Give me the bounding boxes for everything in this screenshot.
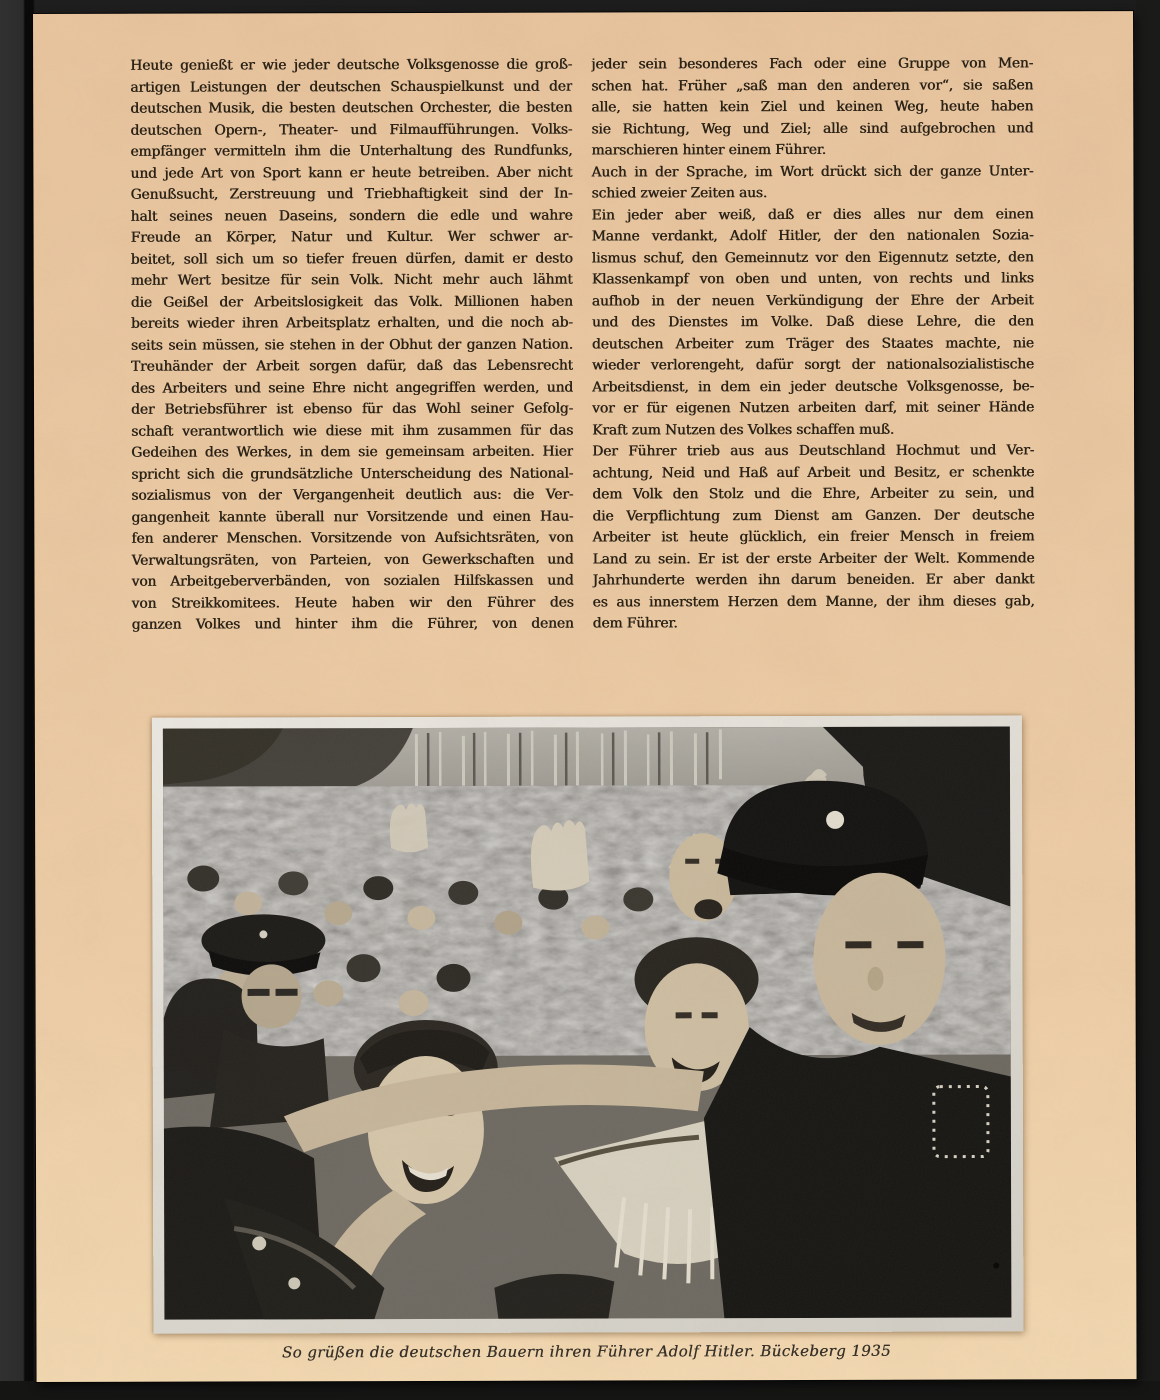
text-line: und des Dienstes im Volke. Daß diese Lehre, die den: [591, 313, 1034, 331]
text-line: Arbeiter ist heute glücklich, ein freier Mensch in freiem: [592, 528, 1035, 546]
text-line: Jahrhunderte werden ihn darum beneiden. Er aber dankt: [592, 571, 1035, 589]
text-line: Auch in der Sprache, im Wort drückt sich der ganze Unter-: [591, 162, 1034, 181]
text-line: empfänger vermitteln ihm die Unterhaltung des Rundfunks,: [130, 142, 573, 160]
text-line: aufhob in der neuen Verkündigung der Ehre der Arbeit: [591, 291, 1034, 310]
mounted-photograph: [152, 715, 1024, 1333]
text-line: dem Führer.: [592, 615, 678, 632]
text-line: die Geißel der Arbeitslosigkeit das Volk. Millionen haben: [130, 293, 573, 311]
text-line: Treuhänder der Arbeit sorgen dafür, daß das Lebensrecht: [130, 357, 573, 375]
text-line: schen hat. Früher „saß man den anderen vor“, sie saßen: [591, 76, 1034, 95]
text-line: Gedeihen des Werkes, in dem sie gemeinsam arbeiten. Hier: [131, 443, 574, 461]
text-line: schied zweier Zeiten aus.: [591, 185, 768, 202]
scan-backdrop-bottom: [0, 1381, 1160, 1400]
text-line: dem Volk den Stolz und die Ehre, Arbeiter zu sein, und: [592, 485, 1035, 503]
text-line: schaft verantwortlich wie diese mit ihm zusammen für das: [131, 422, 574, 440]
text-line: artigen Leistungen der deutschen Schauspielkunst und der: [130, 78, 573, 96]
text-column-right: [591, 53, 1035, 635]
album-page: [33, 11, 1137, 1382]
text-line: Freude an Körper, Natur und Kultur. Wer schwer ar-: [130, 228, 573, 246]
text-line: Verwaltungsräten, von Parteien, von Gewerkschaften und: [131, 551, 574, 569]
text-line: Der Führer trieb aus aus Deutschland Hochmut und Ver-: [592, 442, 1035, 460]
article-text: [130, 53, 1075, 636]
text-line: es aus innerstem Herzen dem Manne, der ihm dieses gab,: [592, 592, 1035, 611]
text-column-left: [130, 55, 574, 637]
text-line: ganzen Volkes und hinter ihm die Führer, von denen: [131, 615, 574, 633]
text-line: Land zu sein. Er ist der erste Arbeiter der Welt. Kommende: [592, 549, 1035, 568]
text-line: Klassenkampf von oben und unten, von rechts und links: [591, 270, 1034, 288]
text-line: beitet, soll sich um so tiefer freuen dürfen, damit er desto: [130, 250, 573, 268]
text-line: vor er für eigenen Nutzen arbeiten darf, mit seiner Hände: [592, 399, 1035, 417]
text-line: des Arbeiters und seine Ehre nicht angegriffen werden, und: [130, 379, 573, 397]
text-line: mehr Wert besitze für sein Volk. Nicht mehr auch lähmt: [130, 271, 573, 289]
text-line: bereits wieder ihren Arbeitsplatz erhalten, und die noch ab-: [130, 314, 573, 332]
text-line: fen anderer Menschen. Vorsitzende von Aufsichtsräten, von: [131, 529, 574, 547]
text-line: von Arbeitgeberverbänden, von sozialen Hilfskassen und: [131, 572, 574, 590]
text-line: Heute genießt er wie jeder deutsche Volksgenosse die groß-: [130, 56, 573, 74]
text-line: lismus schuf, den Gemeinnutz vor den Eigennutz setzte, den: [591, 248, 1034, 267]
text-line: alle, sie hatten kein Ziel und keinen Weg, heute haben: [591, 98, 1034, 116]
text-line: deutschen Opern-, Theater- und Filmaufführungen. Volks-: [130, 121, 573, 139]
text-line: sie Richtung, Weg und Ziel; alle sind aufgebrochen und: [591, 119, 1034, 138]
text-line: Kraft zum Nutzen des Volkes schaffen muß.: [592, 421, 895, 439]
text-line: achtung, Neid und Haß auf Arbeit und Besitz, er schenkte: [592, 463, 1035, 482]
text-line: deutschen Musik, die besten deutschen Orchester, die besten: [130, 99, 573, 117]
text-line: die Verpflichtung zum Dienst am Ganzen. Der deutsche: [592, 506, 1035, 525]
text-line: Genußsucht, Zerstreuung und Triebhaftigkeit sind der In-: [130, 185, 573, 203]
text-line: seits sein müssen, sie stehen in der Obhut der ganzen Nation.: [130, 336, 573, 354]
text-line: Manne verdankt, Adolf Hitler, der den nationalen Sozia-: [591, 227, 1034, 245]
text-line: der Betriebsführer ist ebenso für das Wohl seiner Gefolg-: [131, 400, 574, 418]
text-line: deutschen Arbeiter zum Träger des Staates machte, nie: [591, 334, 1034, 353]
text-line: wieder verlorengeht, dafür sorgt der nationalsozialistische: [591, 356, 1034, 374]
text-line: Ein jeder aber weiß, daß er dies alles nur dem einen: [591, 205, 1034, 224]
text-line: halt seines neuen Daseins, sondern die edle und wahre: [130, 207, 573, 225]
text-line: von Streikkomitees. Heute haben wir den Führer des: [131, 594, 574, 612]
text-line: spricht sich die grundsätzliche Unterscheidung des National-: [131, 465, 574, 483]
text-line: marschieren hinter einem Führer.: [591, 141, 826, 159]
text-line: gangenheit kannte überall nur Vorsitzende und einen Hau-: [131, 508, 574, 526]
text-line: sozialismus von der Vergangenheit deutlich aus: die Ver-: [131, 486, 574, 504]
crowd-photo: [163, 726, 1012, 1319]
text-line: und jede Art von Sport kann er heute betreiben. Aber nicht: [130, 164, 573, 182]
text-line: Arbeitsdienst, in dem ein jeder deutsche Volksgenosse, be-: [591, 377, 1034, 396]
text-line: jeder sein besonderes Fach oder eine Gruppe von Men-: [591, 55, 1034, 73]
scan-backdrop-right: [1136, 0, 1160, 1400]
photo-caption: So grüßen die deutschen Bauern ihren Führer Adolf Hitler. Bückeberg 1935: [281, 1341, 892, 1362]
